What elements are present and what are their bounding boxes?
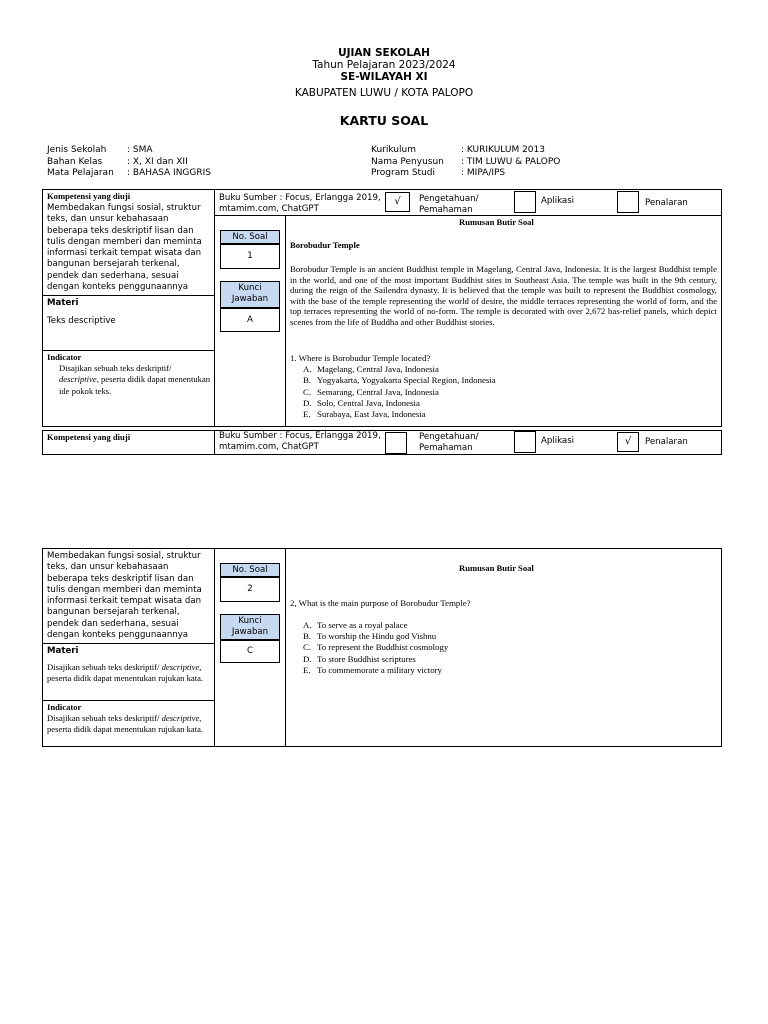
aplikasi-label: Aplikasi xyxy=(541,436,575,446)
kompetensi-text: Membedakan fungsi sosial, struktur teks, dan unsur kebahasaan beberapa teks deskriptif lisan dan tulis dengan memberi dan meminta informasi terkait tempat wisata dan bangunan bersejarah terkenal, pendek dan sederhana, sesuai dengan konteks penggunaannya xyxy=(47,551,202,641)
district: KABUPATEN LUWU / KOTA PALOPO xyxy=(294,87,474,99)
indicator-label: Indicator xyxy=(47,702,82,712)
passage-title: Borobudur Temple xyxy=(290,240,360,250)
divider xyxy=(214,548,215,747)
option-b: B. To worship the Hindu god Vishnu xyxy=(303,631,437,642)
aplikasi-label: Aplikasi xyxy=(541,196,575,206)
divider xyxy=(285,548,286,747)
aplikasi-checkbox[interactable] xyxy=(514,191,536,213)
region: SE-WILAYAH XI xyxy=(340,71,428,83)
kunci-label: Kunci Jawaban xyxy=(220,614,280,640)
info-label: Mata Pelajaran xyxy=(47,168,114,178)
info-right xyxy=(371,145,560,180)
no-soal-label: No. Soal xyxy=(220,563,280,577)
pengetahuan-checkbox[interactable] xyxy=(385,432,407,454)
info-label: Nama Penyusun xyxy=(371,156,444,167)
option-a: A. Magelang, Central Java, Indonesia xyxy=(303,364,439,375)
info-label: Bahan Kelas xyxy=(47,156,103,167)
kompetensi-label: Kompetensi yang diuji xyxy=(47,432,131,442)
option-b: B. Yogyakarta, Yogyakarta Special Region, Indonesia xyxy=(303,375,496,386)
divider xyxy=(42,643,214,644)
question-2-text: 2, What is the main purpose of Borobudur Temple? xyxy=(290,598,471,608)
option-a: A. To serve as a royal palace xyxy=(303,620,408,630)
school-year: Tahun Pelajaran 2023/2024 xyxy=(312,59,456,71)
info-label: Jenis Sekolah xyxy=(47,145,107,155)
info-value: : X, XI dan XII xyxy=(127,156,188,167)
option-d: D. To store Buddhist scriptures xyxy=(303,653,416,664)
no-soal-value: 2 xyxy=(220,577,280,602)
option-e: E. Surabaya, East Java, Indonesia xyxy=(303,409,426,420)
divider xyxy=(214,189,215,427)
aplikasi-checkbox[interactable] xyxy=(514,431,536,453)
penalaran-label: Penalaran xyxy=(645,437,688,447)
check-mark-icon: √ xyxy=(394,196,401,207)
materi-label: Materi xyxy=(47,298,79,308)
check-mark-icon: √ xyxy=(624,436,632,447)
info-left xyxy=(47,145,211,180)
divider xyxy=(42,295,214,296)
kunci-label: Kunci Jawaban xyxy=(220,281,280,308)
info-value: : SMA xyxy=(127,145,153,155)
penalaran-checkbox[interactable] xyxy=(617,191,639,213)
question-text: 1. Where is Borobudur Temple located? xyxy=(290,353,431,363)
option-e: E. To commemorate a military victory xyxy=(303,664,442,675)
materi-text: Disajikan sebuah teks deskriptif/ descriptive, peserta didik dapat menentukan rujukan kata. xyxy=(47,662,204,684)
info-value: : TIM LUWU & PALOPO xyxy=(461,156,561,167)
indicator-text: Disajikan sebuah teks deskriptif/ descriptive, peserta didik dapat menentukan rujukan kata. xyxy=(47,713,204,735)
divider xyxy=(42,700,214,701)
no-soal-value: 1 xyxy=(220,244,280,269)
buku-sumber: Buku Sumber : Focus, Erlangga 2019, mtamim.com, ChatGPT xyxy=(219,193,381,215)
no-soal-label: No. Soal xyxy=(220,230,280,244)
kompetensi-text: Membedakan fungsi sosial, struktur teks, dan unsur kebahasaan beberapa teks deskriptif lisan dan tulis dengan memberi dan meminta informasi terkait tempat wisata dan bangunan bersejarah terkenal, pendek dan sederhana, sesuai dengan konteks penggunaannya xyxy=(47,203,202,293)
exam-title: UJIAN SEKOLAH xyxy=(338,47,430,59)
info-label: Kurikulum xyxy=(371,145,416,155)
pengetahuan-checkbox[interactable] xyxy=(385,192,410,212)
info-value: : BAHASA INGGRIS xyxy=(127,168,212,178)
kompetensi-label: Kompetensi yang diuji xyxy=(47,191,131,201)
info-value: : MIPA/IPS xyxy=(461,168,506,178)
buku-sumber: Buku Sumber : Focus, Erlangga 2019, mtamim.com, ChatGPT xyxy=(219,431,381,453)
penalaran-checkbox[interactable] xyxy=(617,432,639,452)
option-d: D. Solo, Central Java, Indonesia xyxy=(303,397,420,408)
info-label: Program Studi xyxy=(371,168,435,178)
pengetahuan-label: Pengetahuan/ Pemahaman xyxy=(419,432,479,454)
page-title: KARTU SOAL xyxy=(339,113,429,128)
divider xyxy=(285,215,286,427)
penalaran-label: Penalaran xyxy=(645,198,688,208)
rumusan-label: Rumusan Butir Soal xyxy=(459,217,534,227)
kunci-value: C xyxy=(220,640,280,663)
materi-text: Teks descriptive xyxy=(47,316,116,326)
passage-text: Borobudur Temple is an ancient Buddhist temple in Magelang, Central Java, Indonesia. It is the largest Buddhist temple in the world, and one of the most important Buddhist sites in Southeast Asia. The temple was built in the 9th century, during the reign of the Sailendra dynasty. It is believed that the temple was built to represent the Buddhist cosmology, with the base of the temple representing the world of desire, the middle terraces representing the world of form, and the top terraces representing the world of no-form. The temple is decorated with over 2,672 bas-relief panels, which depict scenes from the life of Buddha and other Buddhist stories. xyxy=(290,264,717,327)
question-2-options xyxy=(303,620,448,676)
divider xyxy=(42,350,214,351)
kunci-value: A xyxy=(220,308,280,332)
question-1 xyxy=(290,353,496,420)
divider xyxy=(214,430,215,455)
indicator-text: Disajikan sebuah teks deskriptif/ descriptive, peserta didik dapat menentukan ide pokok teks. xyxy=(59,363,211,396)
info-value: : KURIKULUM 2013 xyxy=(461,145,545,155)
rumusan-label: Rumusan Butir Soal xyxy=(459,563,534,573)
materi-label: Materi xyxy=(47,646,79,656)
pengetahuan-label: Pengetahuan/ Pemahaman xyxy=(419,194,479,216)
indicator-label: Indicator xyxy=(47,352,82,362)
option-c: C. Semarang, Central Java, Indonesia xyxy=(303,386,439,397)
option-c: C. To represent the Buddhist cosmology xyxy=(303,642,449,653)
